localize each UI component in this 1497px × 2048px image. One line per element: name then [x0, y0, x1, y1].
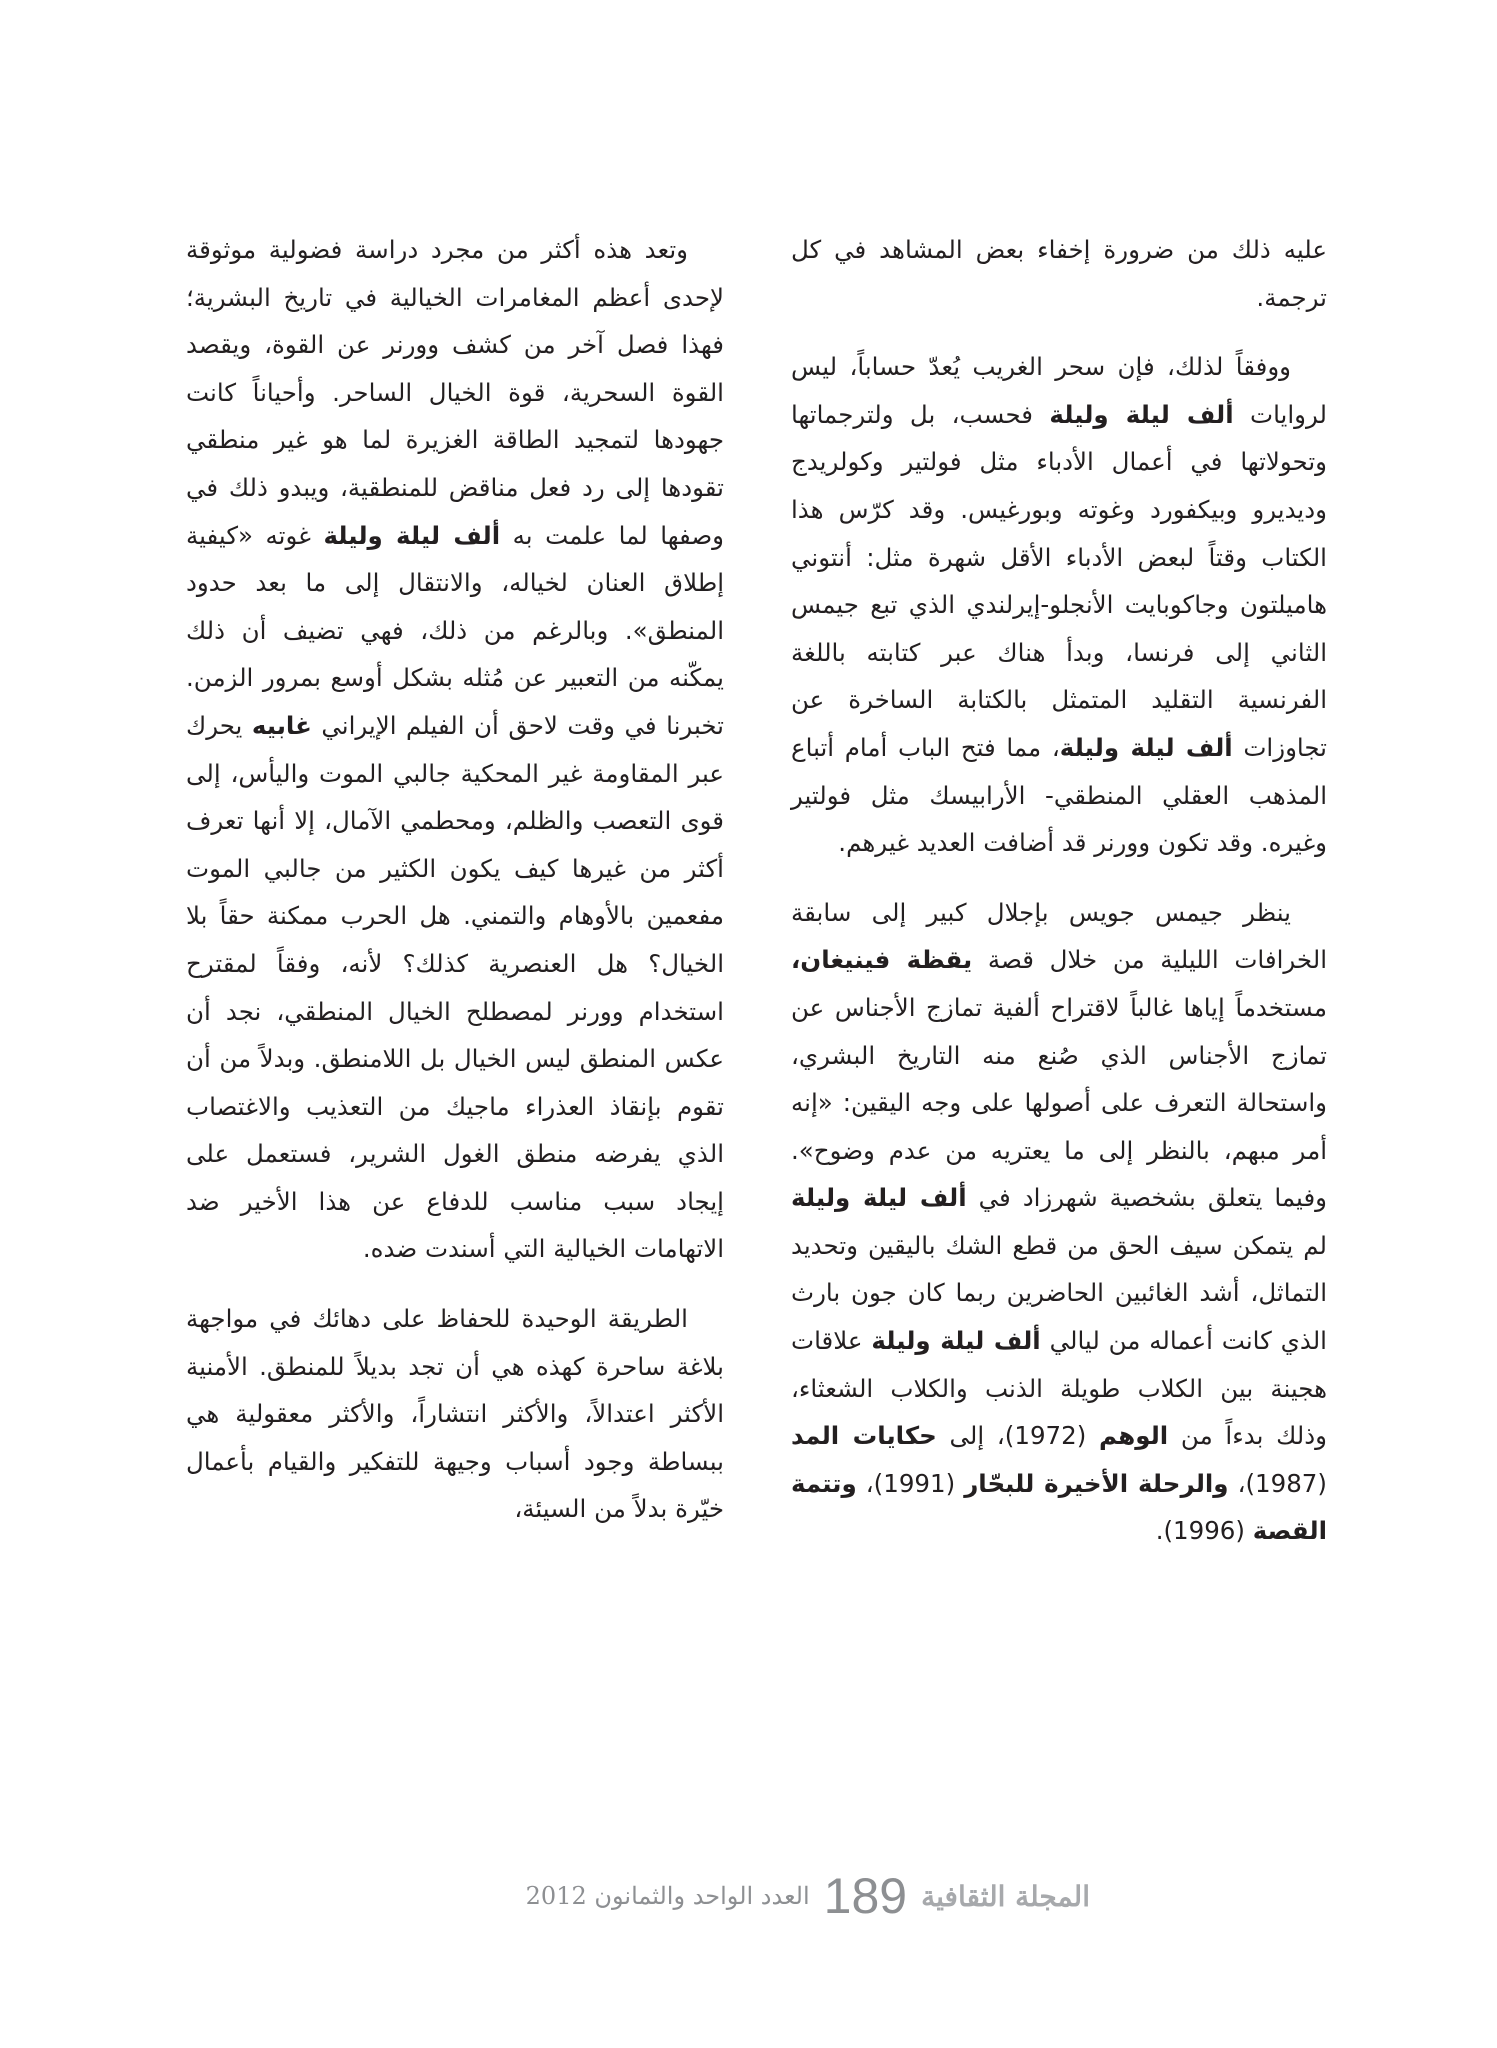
magazine-logo: المجلة الثقافية: [921, 1879, 1090, 1913]
bold-title: يقظة فينيغان،: [791, 945, 973, 975]
bold-title: ألف ليلة وليلة: [871, 1326, 1041, 1356]
text-run: (1991)،: [856, 1468, 965, 1498]
bold-title: غابيه: [251, 710, 312, 740]
text-run: وتعد هذه أكثر من مجرد دراسة فضولية موثوقة لإحدى أعظم المغامرات الخيالية في تاريخ البشرية؛ فهذا فصل آخر من كشف وورنر عن القوة، ويقصد القوة السحرية، قوة الخيال الساحر. وأحياناً كانت جهودها لتمجيد الطاقة الغزيرة لما هو غير منطقي تقودها إلى رد فعل مناقض للمنطقية، ويبدو ذلك في وصفها لما علمت به: [186, 235, 725, 550]
text-run: يحرك عبر المقاومة غير المحكية جالبي الموت واليأس، إلى قوى التعصب والظلم، ومحطمي الآمال، إلا أنها تعرف أكثر من غيرها كيف يكون الكثير من جالبي الموت مفعمين بالأوهام والتمني. هل الحرب ممكنة حقاً بلا الخيال؟ هل العنصرية كذلك؟ لأنه، وفقاً لمقترح استخدام وورنر لمصطلح الخيال المنطقي، نجد أن عكس المنطق ليس الخيال بل اللامنطق. وبدلاً من أن تقوم بإنقاذ العذراء ماجيك من التعذيب والاغتصاب الذي يفرضه منطق الغول الشرير، فستعمل على إيجاد سبب مناسب للدفاع عن هذا الأخير ضد الاتهامات الخيالية التي أسندت ضده.: [186, 710, 724, 1264]
text-run: (1996).: [1155, 1516, 1253, 1546]
paragraph: [186, 226, 724, 1273]
text-run: ينظر جيمس جويس بإجلال كبير إلى سابقة الخرافات الليلية من خلال قصة: [791, 897, 1327, 975]
text-run: ، مما فتح الباب أمام أتباع المذهب العقلي المنطقي- الأرابيسك مثل فولتير وغيره. وقد تكون وورنر قد أضافت العديد غيرهم.: [791, 732, 1327, 858]
paragraph: [186, 1295, 724, 1533]
bold-title: وتتمة القصة: [791, 1468, 1327, 1546]
bold-title: ألف ليلة وليلة: [323, 520, 501, 550]
text-run: مستخدماً إياها غالباً لاقتراح ألفية تمازج الأجناس عن تمازج الأجناس الذي صُنع منه التاريخ البشري، واستحالة التعرف على أصولها على وجه اليقين: «إنه أمر مبهم، بالنظر إلى ما يعتريه من عدم وضوح». وفيما يتعلق بشخصية شهرزاد في: [791, 992, 1327, 1213]
page-footer: [430, 1868, 1090, 1924]
bold-title: ألف ليلة وليلة: [791, 1183, 967, 1213]
text-run: غوته «كيفية إطلاق العنان لخياله، والانتقال إلى ما بعد حدود المنطق». وبالرغم من ذلك، فهي تضيف أن ذلك يمكّنه من التعبير عن مُثله بشكل أوسع بمرور الزمن. تخبرنا في وقت لاحق أن الفيلم الإيراني: [186, 520, 724, 740]
bold-title: ألف ليلة وليلة: [1049, 399, 1234, 429]
paragraph: [791, 889, 1327, 1555]
text-run: فحسب، بل ولترجماتها وتحولاتها في أعمال الأدباء مثل فولتير وكولريدج وديديرو وبيكفورد وغوته وبورغيس. وقد كرّس هذا الكتاب وقتاً لبعض الأدباء الأقل شهرة مثل: أنتوني هاميلتون وجاكوبايت الأنجلو-إيرلندي الذي تبع جيمس الثاني إلى فرنسا، وبدأ هناك عبر كتابته باللغة الفرنسية التقليد المتمثل بالكتابة الساخرة عن تجاوزات: [791, 399, 1327, 762]
bold-title: والرحلة الأخيرة للبحّار: [964, 1468, 1229, 1498]
paragraph: [791, 226, 1327, 321]
text-run: عليه ذلك من ضرورة إخفاء بعض المشاهد في كل ترجمة.: [791, 235, 1327, 312]
text-run: علاقات هجينة بين الكلاب طويلة الذنب والكلاب الشعثاء، وذلك بدءاً من: [791, 1326, 1328, 1451]
text-run: لم يتمكن سيف الحق من قطع الشك باليقين وتحديد التماثل، أشد الغائبين الحاضرين ربما كان جون بارث الذي كانت أعماله من ليالي: [791, 1230, 1327, 1356]
text-run: (1972)، إلى: [936, 1421, 1100, 1451]
text-run: (1987)،: [1228, 1468, 1327, 1498]
text-run: الطريقة الوحيدة للحفاظ على دهائك في مواجهة بلاغة ساحرة كهذه هي أن تجد بديلاً للمنطق. الأمنية الأكثر اعتدالاً، والأكثر انتشاراً، والأكثر معقولية هي ببساطة وجود أسباب وجيهة للتفكير والقيام بأعمال خيّرة بدلاً من السيئة،: [186, 1304, 724, 1524]
bold-title: ألف ليلة وليلة: [1059, 732, 1233, 762]
bold-title: الوهم: [1099, 1421, 1169, 1451]
bold-title: حكايات المد: [791, 1421, 937, 1451]
paragraph: [791, 343, 1327, 867]
text-run: ووفقاً لذلك، فإن سحر الغريب يُعدّ حساباً، ليس لروايات: [791, 352, 1327, 429]
page-number: 189: [823, 1868, 908, 1924]
left-column: [186, 226, 724, 1533]
right-column: [791, 226, 1327, 1555]
issue-label: العدد الواحد والثمانون 2012: [525, 1882, 810, 1910]
